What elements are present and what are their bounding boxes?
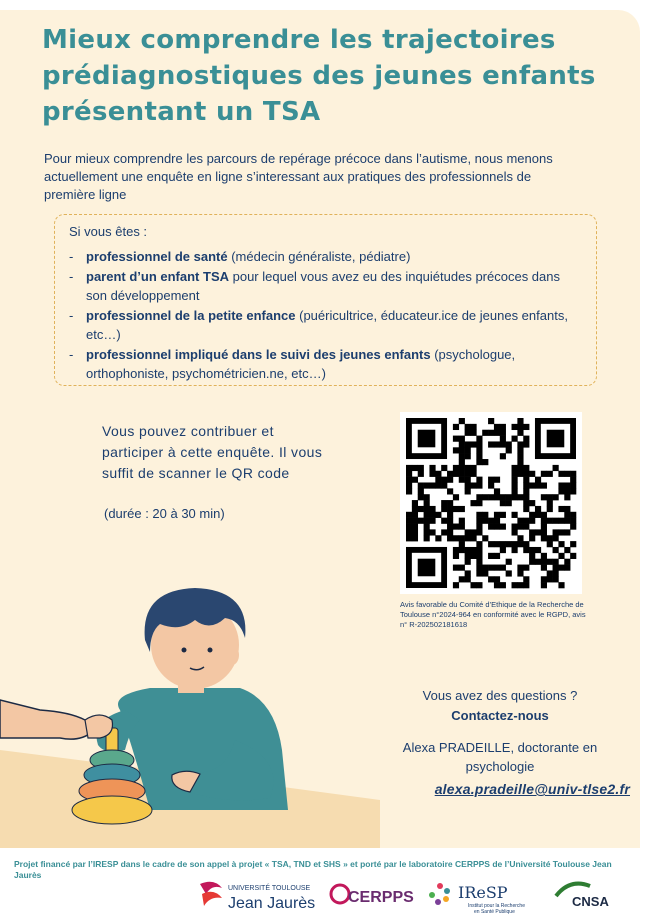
list-item-bold: parent d’un enfant TSA (86, 269, 229, 284)
list-item: - professionnel impliqué dans le suivi des jeunes enfants (psychologue, orthophoniste, psychométricien.ne, etc…) (69, 347, 516, 381)
ring-yellow (72, 796, 152, 824)
adult-hand (85, 715, 113, 738)
list-item: - parent d’un enfant TSA pour lequel vous avez eu des inquiétudes précoces dans son développement (69, 269, 560, 303)
cnsa-logo (556, 884, 609, 909)
ut2j-logo-top: UNIVERSITÉ TOULOUSE (228, 885, 311, 892)
intro-paragraph: Pour mieux comprendre les parcours de repérage précoce dans l’autisme, nous menons actuellement une enquête en ligne s’interessant aux pratiques des professionnels de première ligne (44, 151, 553, 202)
eligibility-box (54, 214, 597, 386)
page-title: Mieux comprendre les trajectoires prédiagnostiques des jeunes enfants présentant un TSA (42, 25, 596, 127)
child-ear (225, 645, 239, 665)
contribute-text: Vous pouvez contribuer et participer à cette enquête. Il vous suffit de scanner le QR code (102, 423, 323, 481)
child-eye (182, 648, 187, 653)
duration-text: (durée : 20 à 30 min) (104, 506, 225, 521)
child-eye (208, 648, 213, 653)
list-item-bold: professionnel impliqué dans le suivi des jeunes enfants (86, 347, 431, 362)
iresp-flower-icon (429, 883, 450, 905)
list-item-detail: (médecin généraliste, pédiatre) (227, 249, 411, 264)
iresp-logo-sub: en Santé Publique (474, 909, 515, 915)
ut2j-logo-main: Jean Jaurès (228, 895, 316, 912)
cnsa-logo-text: CNSA (572, 894, 609, 909)
ut2j-logo (200, 882, 315, 912)
child-stacking-rings-illustration (0, 560, 380, 848)
list-item: - professionnel de la petite enfance (puéricultrice, éducateur.ice de jeunes enfants, etc…) (69, 308, 568, 342)
cerpps-logo-text: CERPPS (348, 889, 414, 906)
partner-logos (0, 876, 647, 917)
adult-arm (0, 700, 92, 739)
list-item-detail: (puéricultrice, éducateur.ice de jeunes enfants, etc…) (86, 308, 568, 342)
contact-heading: Contactez-nous (451, 708, 549, 723)
eligibility-label: Si vous êtes : (69, 224, 148, 239)
contact-email-link[interactable]: alexa.pradeille@univ-tlse2.fr (434, 781, 630, 797)
list-item-bold: professionnel de santé (86, 249, 228, 264)
funding-note: Projet financé par l’IRESP dans le cadre de son appel à projet « TSA, TND et SHS » et porté par le laboratoire CERPPS de l’Université Toulouse Jean Jaurès (14, 859, 612, 880)
cerpps-logo (331, 885, 414, 906)
list-item: - professionnel de santé (médecin généraliste, pédiatre) (69, 249, 411, 264)
iresp-logo-text: IReSP (458, 883, 508, 902)
contact-person: Alexa PRADEILLE, doctorante en psychologie (402, 740, 598, 774)
iresp-logo-sub: Institut pour la Recherche (468, 903, 525, 909)
eligibility-list (69, 247, 579, 384)
list-item-detail: pour lequel vous avez eu des inquiétudes précoces dans son développement (86, 269, 560, 303)
ethics-note: Avis favorable du Comité d’Ethique de la Recherche de Toulouse n°2024-964 en conformité avec le RGPD, avis n° R-202502181618 (400, 600, 586, 629)
list-item-bold: professionnel de la petite enfance (86, 308, 296, 323)
qr-code[interactable] (400, 412, 582, 594)
questions-text: Vous avez des questions ? (422, 688, 578, 703)
list-item-detail: (psychologue, orthophoniste, psychométricien.ne, etc…) (86, 347, 516, 381)
iresp-logo (429, 883, 525, 915)
